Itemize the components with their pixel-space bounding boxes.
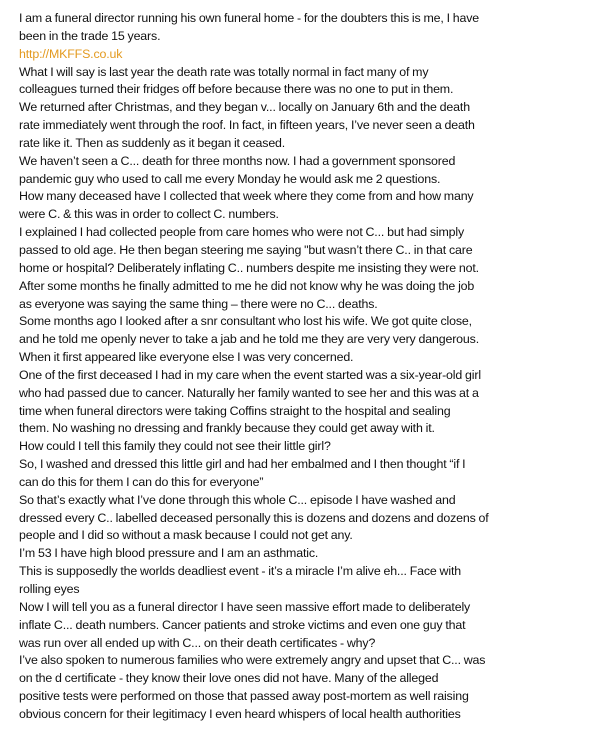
text-line: I’m 53 I have high blood pressure and I am an asthmatic. — [19, 546, 319, 561]
text-line: I’ve also spoken to numerous families who were extremely angry and upset that C... was — [19, 653, 486, 668]
text-line: One of the first deceased I had in my care when the event started was a six-year-old girl — [19, 367, 481, 382]
text-line: What I will say is last year the death rate was totally normal in fact many of my — [19, 64, 429, 79]
website-link[interactable]: http://MKFFS.co.uk — [19, 46, 123, 61]
text-line: So, I washed and dressed this little girl and had her embalmed and I then thought “if I — [19, 457, 466, 472]
text-line: This is supposedly the worlds deadliest event - it’s a miracle I’m alive eh... Face with — [19, 564, 461, 579]
text-line: I am a funeral director running his own funeral home - for the doubters this is me, I have — [19, 11, 480, 25]
text-line: pandemic guy who used to call me every Monday he would ask me 2 questions. — [19, 171, 441, 186]
text-line: inflate C... death numbers. Cancer patients and stroke victims and even one guy that — [19, 617, 466, 632]
text-line: We haven’t seen a C... death for three months now. I had a government sponsored — [19, 153, 456, 168]
text-line: How many deceased have I collected that week where they come from and how many — [19, 189, 474, 204]
text-line: Some months ago I looked after a snr consultant who lost his wife. We got quite close, — [19, 314, 472, 329]
text-line: After some months he finally admitted to me he did not know why he was doing the job — [19, 278, 475, 293]
text-line: rate like it. Then as suddenly as it began it ceased. — [19, 135, 286, 150]
text-line: them. No washing no dressing and frankly because they could get away with it. — [19, 421, 435, 436]
text-line: rolling eyes — [19, 582, 80, 596]
text-line: How could I tell this family they could not see their little girl? — [19, 439, 331, 454]
text-line: dressed every C.. labelled deceased personally this is dozens and dozens and dozens of — [19, 510, 489, 525]
text-line: people and I did so without a mask because I could not get any. — [19, 528, 353, 543]
text-line: obvious concern for their legitimacy I even heard whispers of local health authorities — [19, 706, 461, 721]
text-line: So that’s exactly what I’ve done through this whole C... episode I have washed and — [19, 492, 456, 507]
text-line: I explained I had collected people from care homes who were not C... but had simply — [19, 225, 465, 240]
text-line: positive tests were performed on those that passed away post-mortem as well raising — [19, 689, 469, 704]
text-line: colleagues turned their fridges off before because there was no one to put in them. — [19, 82, 454, 97]
text-line: as everyone was saying the same thing – there were no C... deaths. — [19, 296, 378, 311]
text-line: We returned after Christmas, and they began v... locally on January 6th and the death — [19, 100, 470, 115]
text-line: who had passed due to cancer. Naturally her family wanted to see her and this was at a — [19, 385, 479, 400]
text-line: were C. & this was in order to collect C. numbers. — [19, 207, 279, 222]
text-line: was run over all ended up with C... on their death certificates - why? — [19, 635, 376, 650]
text-line: Now I will tell you as a funeral director I have seen massive effort made to deliberately — [19, 599, 471, 614]
text-line: can do this for them I can do this for everyone” — [19, 474, 264, 489]
text-line: passed to old age. He then began steering me saying "but wasn’t there C.. in that care — [19, 242, 473, 257]
text-line: When it first appeared like everyone else I was very concerned. — [19, 350, 354, 365]
text-line: and he told me openly never to take a jab and he told me they are very very dangerous. — [19, 332, 479, 347]
text-line: time when funeral directors were taking Coffins straight to the hospital and sealing — [19, 403, 451, 418]
text-line: been in the trade 15 years. — [19, 28, 161, 43]
text-line: on the d certificate - they know their love ones did not have. Many of the alleged — [19, 671, 439, 686]
text-line: rate immediately went through the roof. In fact, in fifteen years, I’ve never seen a death — [19, 118, 475, 133]
text-line: home or hospital? Deliberately inflating C.. numbers despite me insisting they were not. — [19, 260, 479, 275]
